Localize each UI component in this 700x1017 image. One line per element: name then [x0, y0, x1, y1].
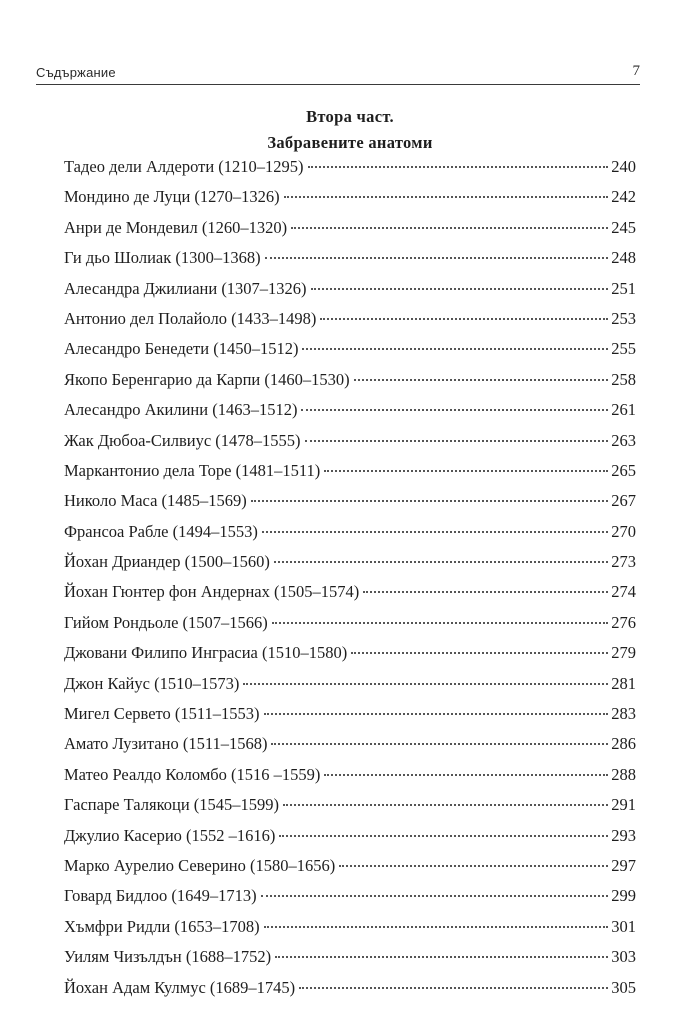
toc-entry-page: 286 — [611, 734, 636, 754]
toc-entry-name: Ги дьо Шолиак (1300–1368) — [64, 248, 261, 268]
dot-leader — [302, 348, 608, 350]
toc-entry-name: Мондино де Луци (1270–1326) — [64, 187, 280, 207]
toc-list — [64, 157, 636, 1008]
toc-entry-name: Якопо Беренгарио да Карпи (1460–1530) — [64, 369, 350, 389]
toc-entry-name: Мигел Сервето (1511–1553) — [64, 704, 260, 724]
part-heading — [60, 104, 640, 156]
dot-leader — [272, 622, 608, 624]
dot-leader — [339, 865, 608, 867]
toc-entry-page: 251 — [611, 278, 636, 298]
toc-entry[interactable] — [64, 218, 636, 248]
dot-leader — [251, 500, 608, 502]
toc-entry-page: 279 — [611, 643, 636, 663]
dot-leader — [363, 591, 608, 593]
dot-leader — [261, 895, 609, 897]
dot-leader — [301, 409, 608, 411]
toc-entry-name: Йохан Адам Кулмус (1689–1745) — [64, 977, 296, 997]
toc-entry-page: 274 — [611, 582, 636, 602]
toc-entry[interactable] — [64, 765, 636, 795]
toc-entry[interactable] — [64, 947, 636, 977]
toc-entry[interactable] — [64, 187, 636, 217]
toc-entry-name: Алесандро Акилини (1463–1512) — [64, 400, 298, 420]
toc-entry-page: 299 — [611, 886, 636, 906]
toc-entry[interactable] — [64, 552, 636, 582]
toc-entry[interactable] — [64, 339, 636, 369]
toc-entry-page: 283 — [611, 704, 636, 724]
toc-entry-page: 276 — [611, 612, 636, 632]
toc-entry-page: 242 — [611, 187, 636, 207]
toc-entry[interactable] — [64, 886, 636, 916]
toc-entry-page: 248 — [611, 248, 636, 268]
toc-entry-page: 293 — [611, 825, 636, 845]
toc-entry-page: 253 — [611, 308, 636, 328]
toc-entry-page: 270 — [611, 521, 636, 541]
toc-entry-page: 297 — [611, 855, 636, 875]
dot-leader — [308, 166, 609, 168]
toc-entry-page: 265 — [611, 460, 636, 480]
toc-entry-page: 261 — [611, 400, 636, 420]
toc-entry-name: Гаспаре Талякоци (1545–1599) — [64, 795, 280, 815]
dot-leader — [291, 227, 608, 229]
dot-leader — [265, 257, 609, 259]
toc-entry-name: Матео Реалдо Коломбо (1516 –1559) — [64, 764, 321, 784]
toc-entry[interactable] — [64, 613, 636, 643]
dot-leader — [283, 804, 608, 806]
dot-leader — [262, 531, 608, 533]
dot-leader — [274, 561, 608, 563]
toc-entry-page: 301 — [611, 916, 636, 936]
toc-entry-name: Хъмфри Ридли (1653–1708) — [64, 916, 260, 936]
toc-entry[interactable] — [64, 856, 636, 886]
toc-entry-name: Гийом Рондьоле (1507–1566) — [64, 612, 268, 632]
toc-entry[interactable] — [64, 643, 636, 673]
toc-entry-name: Джовани Филипо Инграсиа (1510–1580) — [64, 643, 348, 663]
toc-entry-name: Амато Лузитано (1511–1568) — [64, 734, 268, 754]
toc-entry[interactable] — [64, 522, 636, 552]
toc-entry-page: 240 — [611, 157, 636, 176]
toc-entry-name: Джон Кайус (1510–1573) — [64, 673, 240, 693]
dot-leader — [324, 774, 608, 776]
toc-entry-page: 303 — [611, 947, 636, 967]
toc-entry[interactable] — [64, 461, 636, 491]
toc-entry-name: Алесандра Джилиани (1307–1326) — [64, 278, 307, 298]
toc-entry-page: 273 — [611, 552, 636, 572]
part-title-line2: Забравените анатоми — [267, 133, 433, 152]
toc-entry[interactable] — [64, 978, 636, 1008]
toc-entry[interactable] — [64, 431, 636, 461]
toc-entry[interactable] — [64, 491, 636, 521]
dot-leader — [320, 318, 608, 320]
toc-entry-page: 291 — [611, 795, 636, 815]
toc-entry-page: 255 — [611, 339, 636, 359]
dot-leader — [264, 926, 609, 928]
dot-leader — [324, 470, 608, 472]
toc-entry-name: Маркантонио дела Торе (1481–1511) — [64, 460, 321, 480]
toc-entry-name: Джулио Касерио (1552 –1616) — [64, 825, 276, 845]
toc-entry[interactable] — [64, 248, 636, 278]
toc-entry[interactable] — [64, 400, 636, 430]
toc-entry[interactable] — [64, 370, 636, 400]
toc-entry[interactable] — [64, 704, 636, 734]
toc-entry[interactable] — [64, 795, 636, 825]
toc-entry-name: Йохан Дриандер (1500–1560) — [64, 552, 270, 572]
dot-leader — [311, 288, 609, 290]
toc-entry-name: Йохан Гюнтер фон Андернах (1505–1574) — [64, 582, 360, 602]
toc-entry[interactable] — [64, 582, 636, 612]
toc-entry-page: 263 — [611, 430, 636, 450]
dot-leader — [271, 743, 608, 745]
dot-leader — [243, 683, 608, 685]
dot-leader — [351, 652, 608, 654]
part-title-line1: Втора част. — [306, 107, 394, 126]
toc-entry-name: Уилям Чизълдън (1688–1752) — [64, 947, 272, 967]
toc-entry[interactable] — [64, 826, 636, 856]
toc-entry[interactable] — [64, 157, 636, 187]
toc-entry-name: Говард Бидлоо (1649–1713) — [64, 886, 257, 906]
toc-entry[interactable] — [64, 674, 636, 704]
toc-entry-name: Жак Дюбоа-Силвиус (1478–1555) — [64, 430, 301, 450]
dot-leader — [354, 379, 609, 381]
section-title: Съдържание — [36, 65, 116, 80]
toc-entry-page: 267 — [611, 491, 636, 511]
toc-entry-name: Франсоа Рабле (1494–1553) — [64, 521, 258, 541]
dot-leader — [305, 440, 609, 442]
toc-entry-page: 288 — [611, 764, 636, 784]
toc-entry[interactable] — [64, 279, 636, 309]
toc-entry-name: Алесандро Бенедети (1450–1512) — [64, 339, 299, 359]
toc-entry-page: 281 — [611, 673, 636, 693]
toc-entry-name: Марко Аурелио Северино (1580–1656) — [64, 855, 336, 875]
toc-entry-page: 258 — [611, 369, 636, 389]
toc-entry[interactable] — [64, 734, 636, 764]
dot-leader — [299, 987, 608, 989]
toc-entry-name: Анри де Мондевил (1260–1320) — [64, 217, 288, 237]
toc-entry-page: 245 — [611, 217, 636, 237]
toc-entry-name: Николо Маса (1485–1569) — [64, 491, 247, 511]
dot-leader — [264, 713, 609, 715]
toc-entry-name: Тадео дели Алдероти (1210–1295) — [64, 157, 304, 176]
toc-entry-page: 305 — [611, 977, 636, 997]
toc-entry-name: Антонио дел Полайоло (1433–1498) — [64, 308, 317, 328]
dot-leader — [275, 956, 608, 958]
toc-entry[interactable] — [64, 309, 636, 339]
dot-leader — [284, 196, 609, 198]
dot-leader — [279, 835, 608, 837]
page-number: 7 — [632, 63, 640, 79]
toc-entry[interactable] — [64, 917, 636, 947]
running-header — [36, 62, 640, 85]
